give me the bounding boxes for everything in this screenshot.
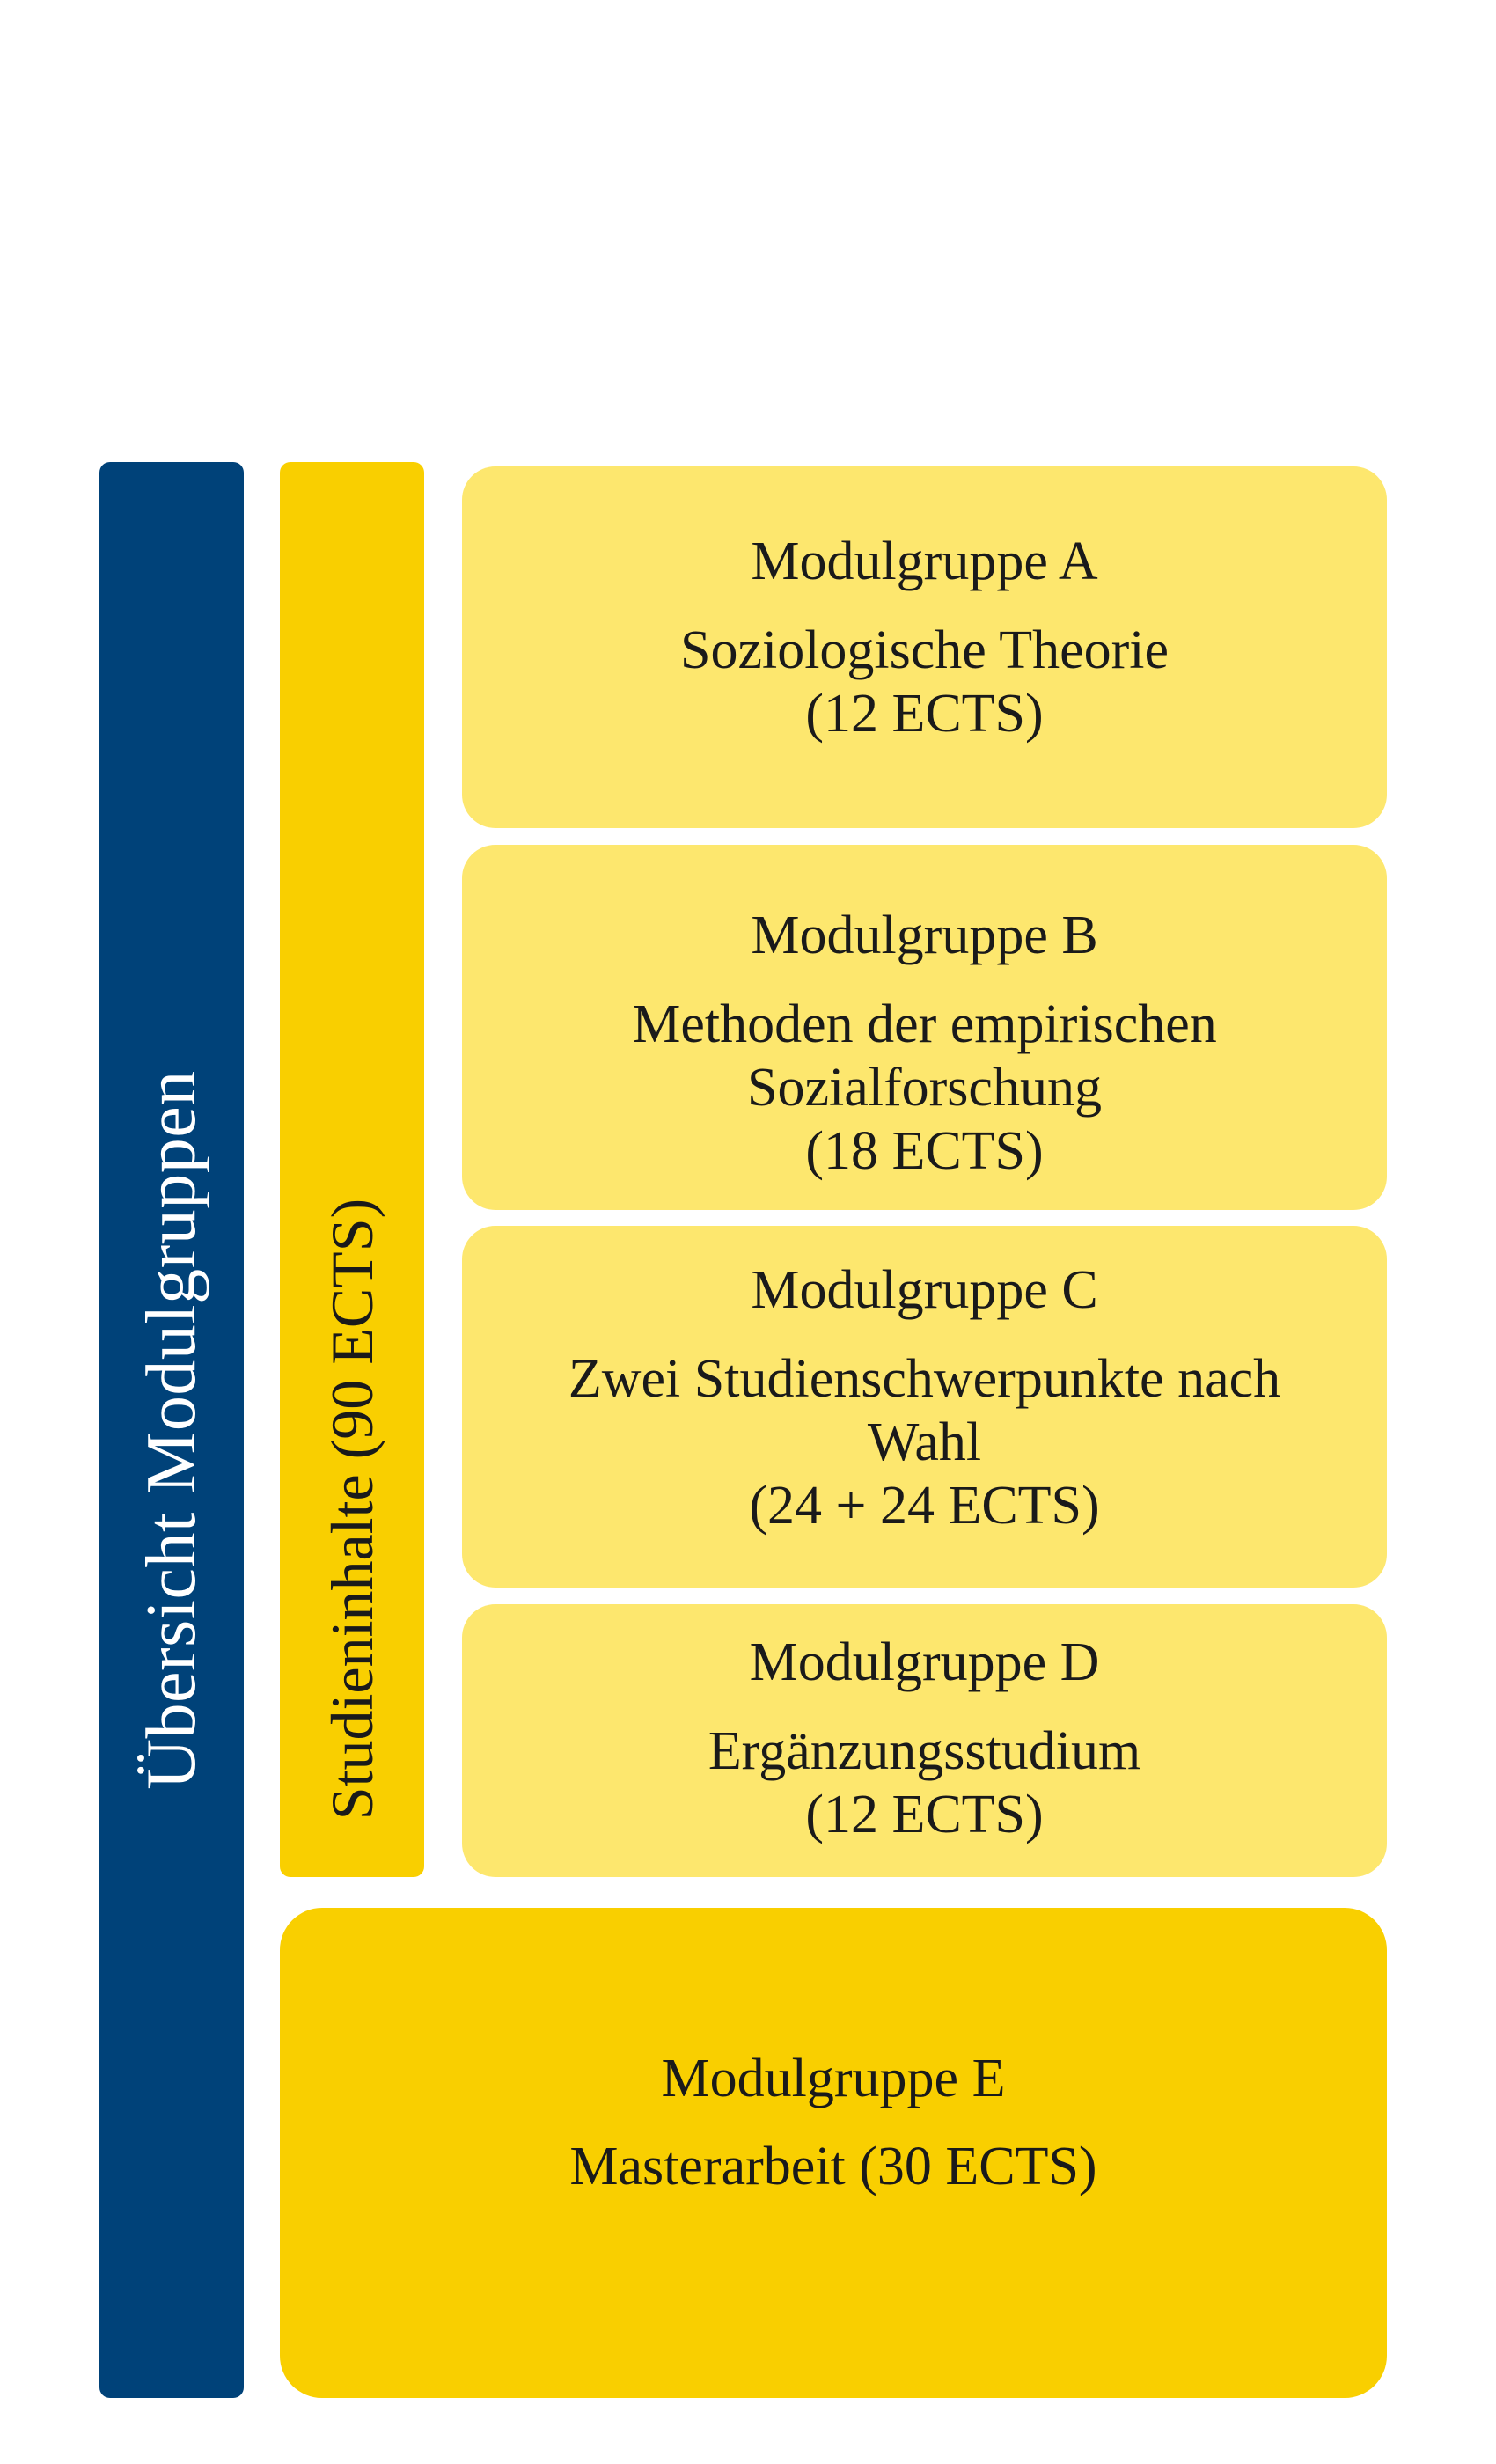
module-group-d-description: Ergänzungsstudium (12 ECTS)	[708, 1721, 1141, 1844]
module-group-b-description: Methoden der empirischen Sozialforschung (18 ECTS)	[632, 994, 1217, 1181]
module-group-c	[462, 1226, 1387, 1588]
module-group-a	[462, 466, 1387, 828]
module-group-b-title: Modulgruppe B	[751, 906, 1098, 965]
module-group-e-description: Masterarbeit (30 ECTS)	[569, 2137, 1097, 2196]
module-group-a-title: Modulgruppe A	[751, 532, 1098, 591]
module-group-c-title: Modulgruppe C	[751, 1260, 1098, 1320]
module-group-e	[280, 1908, 1387, 2398]
module-group-e-title: Modulgruppe E	[661, 2049, 1006, 2108]
module-group-b	[462, 845, 1387, 1210]
overview-title: Übersicht Modulgruppen	[133, 1070, 210, 1790]
module-group-d-title: Modulgruppe D	[749, 1632, 1100, 1692]
overview-sidebar-bar	[99, 462, 244, 2398]
study-contents-bar	[280, 462, 424, 1877]
module-group-c-description: Zwei Studienschwerpunkte nach Wahl (24 + 24 ECTS)	[568, 1349, 1281, 1536]
module-group-a-description: Soziologische Theorie (12 ECTS)	[679, 620, 1169, 744]
study-contents-label: Studieninhalte (90 ECTS)	[319, 1198, 385, 1821]
module-group-d	[462, 1604, 1387, 1877]
